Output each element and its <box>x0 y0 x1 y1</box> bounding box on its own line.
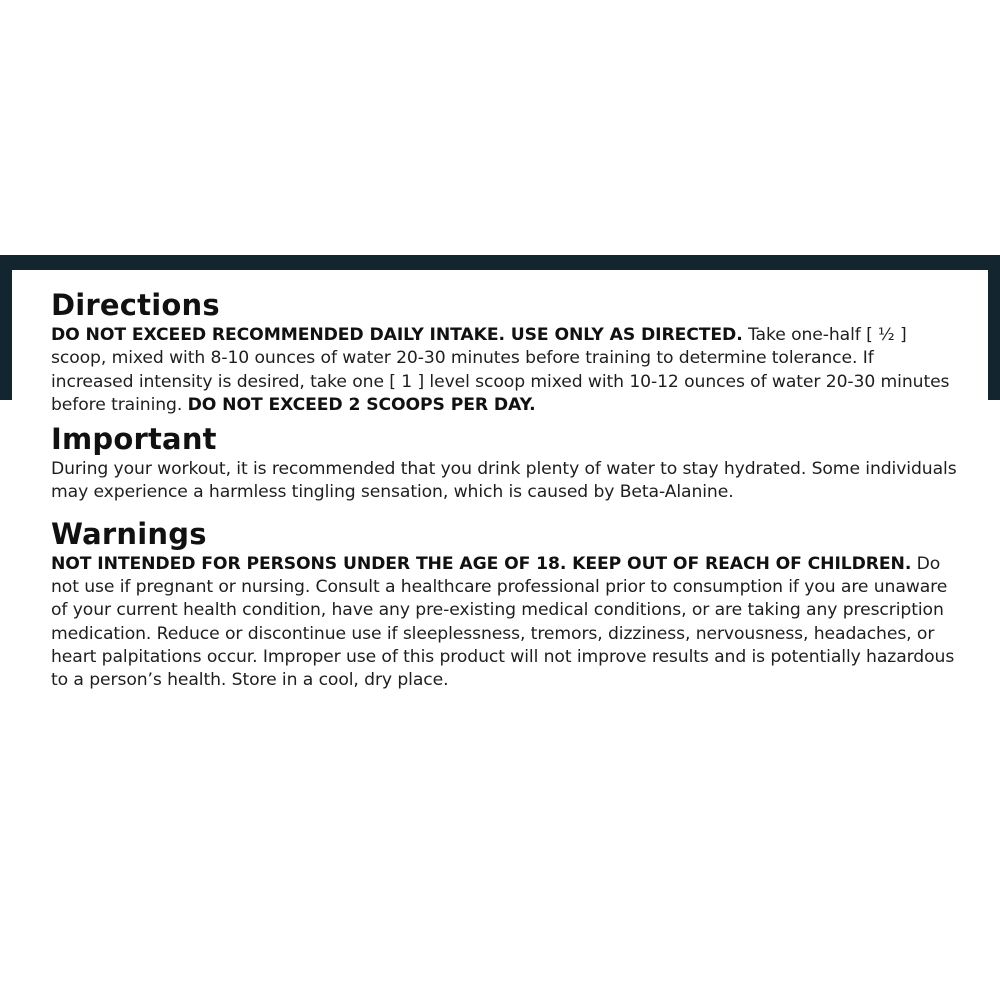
important-body: During your workout, it is recommended that you drink plenty of water to stay hydrated. Some individuals may experience a harmless tingling sensation, which is caused by Beta-Alanine. <box>51 459 957 503</box>
directions-body: Take one-half [ ½ ] scoop, mixed with 8-10 ounces of water 20-30 minutes before training to determine tolerance. If increased intensity is desired, take one [ 1 ] level scoop mixed with 10-12 ounces of water 20-30 minutes before training. <box>51 325 950 415</box>
label-content <box>51 286 961 693</box>
directions-text <box>51 324 961 417</box>
warnings-bold-lead: NOT INTENDED FOR PERSONS UNDER THE AGE OF 18. KEEP OUT OF REACH OF CHILDREN. <box>51 553 912 574</box>
warnings-section <box>51 515 961 693</box>
directions-title: Directions <box>51 288 220 322</box>
important-section <box>51 420 961 505</box>
directions-bold-lead: DO NOT EXCEED RECOMMENDED DAILY INTAKE. USE ONLY AS DIRECTED. <box>51 325 743 345</box>
important-title: Important <box>51 422 217 457</box>
warnings-body: Do not use if pregnant or nursing. Consult a healthcare professional prior to consumption if you are unaware of your current health condition, have any pre-existing medical conditions, or are taking any prescription medication. Reduce or discontinue use if sleeplessness, tremors, dizziness, nervousness, headaches, or heart palpitations occur. Improper use of this product will not improve results and is potentially hazardous to a person’s health. Store in a cool, dry place. <box>51 553 955 691</box>
directions-section <box>51 286 961 417</box>
warnings-text <box>51 553 961 693</box>
warnings-title: Warnings <box>51 516 207 551</box>
directions-bold-tail: DO NOT EXCEED 2 SCOOPS PER DAY. <box>187 394 536 415</box>
